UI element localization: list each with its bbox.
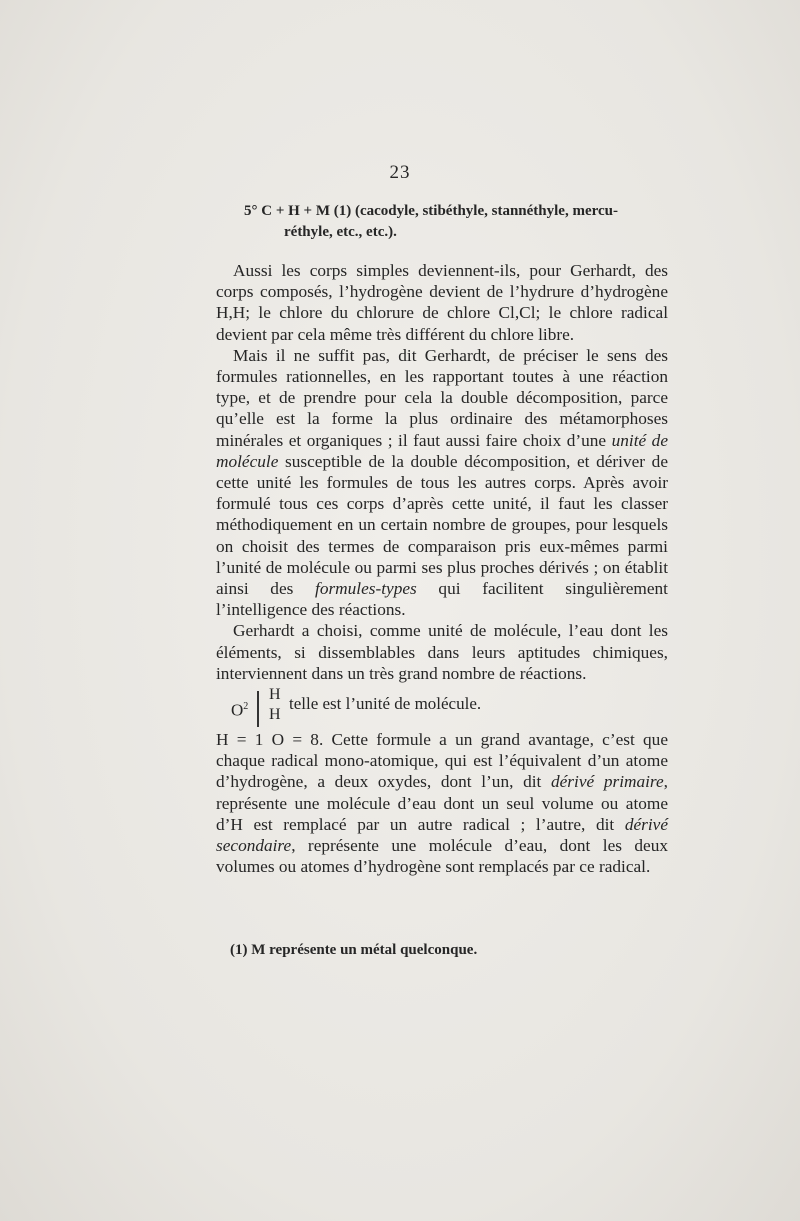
paragraph-2-emphasis-formules-types: formules-types — [315, 579, 417, 599]
paragraph-4-part-c: , représente une molécule d’eau, dont les deux volumes ou atomes d’hydrogène sont remplacés par ce radical. — [216, 836, 668, 877]
formula-bracket — [257, 691, 259, 727]
footnote: (1) M représente un métal quelconque. — [230, 942, 478, 958]
paragraph-water-unit: Gerhardt a choisi, comme unité de molécule, l’eau dont les éléments, si dissemblables dans leurs aptitudes chimiques, interviennent dans un très grand nombre de réactions. — [216, 621, 668, 683]
item-5-line-1: 5° C + H + M (1) (cacodyle, stibéthyle, stannéthyle, mercu- — [244, 203, 619, 219]
body-text — [216, 260, 668, 877]
formula-oxygen: $O^2$ — [231, 700, 249, 720]
formula-h-bottom: H — [269, 706, 281, 724]
paragraph-2-part-c: qui facilitent singulièrement l’intelligence des réactions. — [216, 579, 668, 620]
paragraph-rational-formulas — [216, 345, 668, 621]
paragraph-2-part-b: susceptible de la double décomposition, et dériver de cette unité les formules de tous les autres corps. Après avoir formulé tous ces corps d’après cette unité, il faut les classer méthodiquement en un certain nombre de groupes, pour lesquels on choisit des termes de comparaison pris eux-mêmes parmi l’unité de molécule ou parmi ses plus proches dérivés ; on établit ainsi des — [216, 451, 668, 599]
paragraph-4-emphasis-derive-primaire: dérivé primaire — [550, 772, 664, 792]
paragraph-2-emphasis-unite: unité de molécule — [216, 430, 668, 471]
paragraph-4-emphasis-derive-secondaire: dérivé secondaire — [216, 814, 668, 856]
paragraph-4-part-b: , représente une molécule d’eau dont un seul volume ou atome d’H est remplacé par un autre radical ; l’autre, dit — [216, 772, 668, 834]
item-5-line-2: réthyle, etc., etc.). — [284, 224, 397, 240]
water-formula — [216, 687, 668, 727]
page-number: 23 — [389, 162, 411, 183]
item-5-formula-list — [244, 201, 664, 243]
paragraph-4-part-a: H = 1 O = 8. Cette formule a un grand avantage, c’est que chaque radical mono-atomique, qui est l’équivalent d’un atome d’hydrogène, a deux oxydes, dont l’un, dit — [216, 730, 668, 792]
formula-caption: telle est l’unité de molécule. — [289, 694, 482, 714]
paragraph-2-part-a: Mais il ne suffit pas, dit Gerhardt, de préciser le sens des formules rationnelles, en les rapportant toutes à une réaction type, et de prendre pour cela la double décomposition, parce qu’elle est la forme la plus ordinaire des métamorphoses minérales et organiques ; il faut aussi faire choix d’une — [216, 345, 668, 450]
paragraph-simple-bodies: Aussi les corps simples deviennent-ils, pour Gerhardt, des corps composés, l’hydrogène devient de l’hydrure d’hydrogène H,H; le chlore du chlorure de chlore Cl,Cl; le chlore radical devient par cela même très différent du chlore libre. — [216, 261, 668, 344]
formula-h-top: H — [269, 686, 281, 704]
paragraph-formula-advantage — [216, 729, 668, 877]
